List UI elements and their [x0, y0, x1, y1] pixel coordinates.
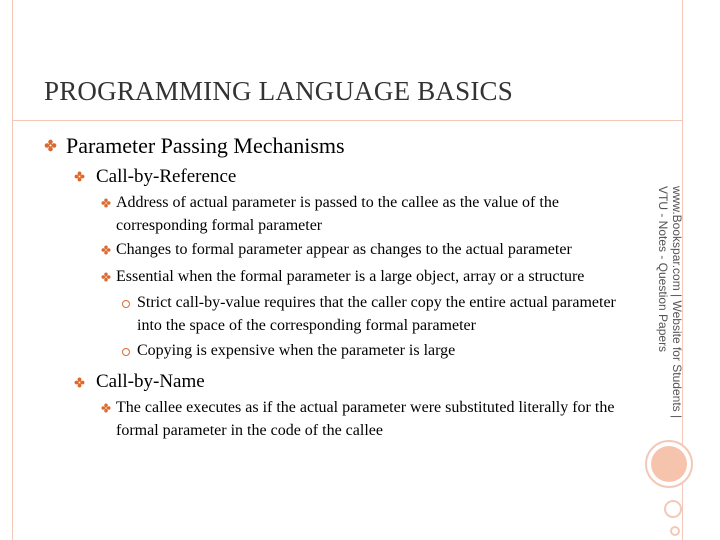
- watermark-line-2: VTU - Notes - Question Papers: [656, 186, 670, 353]
- ring-bullet-icon: [122, 348, 130, 356]
- ref-sub-bullet-2: Copying is expensive when the parameter is large: [137, 342, 456, 359]
- section-call-by-reference: Call-by-Reference: [96, 166, 237, 187]
- flower-bullet-icon: [74, 171, 85, 182]
- ref-bullet-2: Changes to formal parameter appear as changes to the actual parameter: [116, 241, 572, 258]
- name-bullet-1-line2: formal parameter in the code of the callee: [116, 422, 383, 439]
- watermark-line-1: www.Bookspar.com | Website for Students |: [670, 186, 684, 419]
- flower-bullet-icon: [101, 403, 111, 413]
- frame-left-line: [12, 0, 13, 540]
- ref-sub-bullet-1-line2: into the space of the corresponding formal parameter: [137, 317, 476, 334]
- slide-title: PROGRAMMING LANGUAGE BASICS: [44, 76, 513, 106]
- ref-sub-bullet-1-line1: Strict call-by-value requires that the caller copy the entire actual parameter: [137, 294, 616, 311]
- heading-parameter-passing: Parameter Passing Mechanisms: [66, 133, 345, 158]
- name-bullet-1-line1: The callee executes as if the actual parameter were substituted literally for the: [116, 399, 615, 416]
- decorative-circle-small: [664, 500, 682, 518]
- flower-bullet-icon: [101, 198, 111, 208]
- decorative-circle-fill: [651, 446, 687, 482]
- flower-bullet-icon: [101, 272, 111, 282]
- flower-bullet-icon: [74, 377, 85, 388]
- section-call-by-name: Call-by-Name: [96, 371, 205, 392]
- watermark-vertical: [656, 186, 684, 418]
- flower-bullet-icon: [101, 245, 111, 255]
- ref-bullet-1-line2: corresponding formal parameter: [116, 217, 323, 234]
- title-divider: [12, 120, 682, 121]
- ref-bullet-3: Essential when the formal parameter is a large object, array or a structure: [116, 268, 585, 285]
- decorative-circle-tiny: [670, 526, 680, 536]
- ring-bullet-icon: [122, 300, 130, 308]
- ref-bullet-1-line1: Address of actual parameter is passed to the callee as the value of the: [116, 194, 559, 211]
- flower-bullet-icon: [44, 139, 57, 152]
